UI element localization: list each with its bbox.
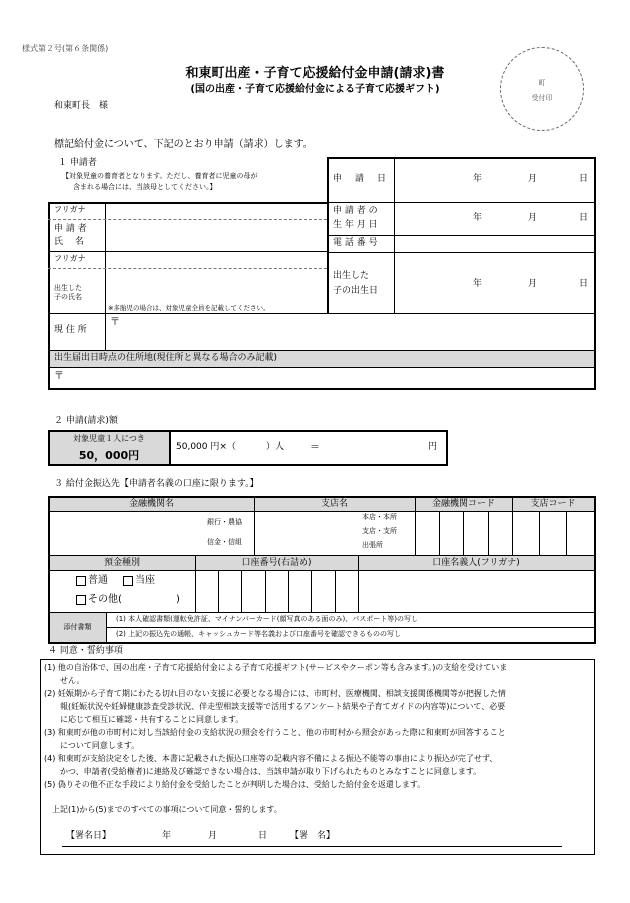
postal-mark: 〒 (110, 317, 120, 328)
equals-sign: ＝ (310, 442, 320, 453)
signature-year: 年 (162, 831, 172, 841)
stamp-label-reception: 受付印 (531, 94, 553, 102)
address-label: 現 住 所 (54, 325, 87, 335)
app-date-day: 日 (579, 174, 589, 184)
child-name-input[interactable] (108, 272, 324, 300)
address-input[interactable] (124, 330, 589, 346)
consent-agreement: 上記(1)から(5)までのすべての事項について同意・誓約します。 (52, 805, 282, 814)
child-birthdate-month: 月 (528, 279, 538, 289)
consent-line-8: (4) 和東町が支給決定をした後、本書に記載された振込口座等の記載内容不備による振込不能等の事由により振込が完了せず、 (44, 754, 498, 763)
applicant-name-label-2: 氏 名 (54, 237, 84, 247)
attachments-label: 添付書類 (63, 623, 92, 631)
bank-name-header: 金融機関名 (128, 499, 174, 509)
bank-code-digit-1[interactable] (417, 516, 437, 550)
option-ordinary-label: 普通 (88, 575, 108, 586)
phone-label: 電 話 番 号 (333, 238, 378, 248)
checkbox-other[interactable] (76, 595, 86, 605)
per-child-label: 対象児童１人につき (73, 434, 145, 443)
total-yen-label: 円 (428, 442, 438, 452)
section-4-heading: ４ 同意・誓約事項 (48, 646, 123, 656)
section-3-heading: ３ 給付金振込先【申請者名義の口座に限ります。】 (54, 479, 259, 489)
checkbox-ordinary[interactable] (76, 576, 86, 586)
multiple-birth-note: ※多胎児の場合は、対象児童全員を記載してください。 (108, 304, 270, 312)
child-birthdate-day: 日 (579, 279, 589, 289)
birth-address-label: 出生届出日時点の住所地(現住所と異なる場合のみ記載) (54, 353, 278, 363)
child-birthdate-label-1: 出生した (333, 271, 370, 281)
stamp-label-town: 町 (538, 79, 546, 87)
consent-line-9: かつ、申請者(受給権者)に連絡及び確認できない場合は、当該申請が取り下げられたものとみなすことに同意します。 (44, 767, 482, 776)
postal-mark-birth: 〒 (54, 371, 64, 382)
applicant-note-1: 【対象児童の養育者となります。ただし、養育者に児童の母が (62, 172, 258, 180)
branch-code-digit-2[interactable] (541, 516, 564, 550)
signature-label: 【署 名】 (290, 831, 336, 841)
child-furigana-input[interactable] (108, 254, 324, 266)
bank-code-digit-3[interactable] (465, 516, 486, 550)
child-birthdate-label-2: 子の出生日 (333, 286, 379, 296)
account-digit-4[interactable] (267, 578, 286, 606)
child-birthdate-year: 年 (473, 279, 483, 289)
form-number: 様式第２号(第６条関係) (22, 44, 109, 53)
applicant-note-2: 含まれる場合には、当該母としてください。】 (73, 183, 217, 191)
signature-date-label: 【署名日】 (66, 831, 112, 841)
unit-amount: 50，000円 (78, 449, 140, 462)
consent-line-2: せん。 (44, 676, 85, 685)
applicant-name-input[interactable] (108, 223, 324, 247)
page-title: 和東町出産・子育て応援給付金申請(請求)書 (185, 66, 445, 81)
option-other-label: その他( (88, 594, 122, 605)
account-digit-1[interactable] (197, 578, 216, 606)
checkbox-current[interactable] (123, 576, 133, 586)
bank-name-input[interactable] (54, 516, 202, 550)
branch-type-options-3: 出張所 (362, 541, 383, 549)
option-current-label: 当座 (135, 575, 155, 586)
account-number-header: 口座番号(右詰め) (241, 558, 312, 568)
consent-line-6: (3) 和東町が他の市町村に対し当該給付金の支給状況の照会を行うこと、他の市町村から照会があった際に和東町が回答すること (44, 728, 506, 737)
app-date-year: 年 (473, 174, 483, 184)
bank-code-header: 金融機関コード (431, 499, 495, 509)
branch-name-header: 支店名 (320, 499, 348, 509)
consent-line-3: (2) 妊娠期から子育て期にわたる切れ目のない支援に必要となる場合には、市町村、医療機関、相談支援関係機関等が把握した情 (44, 689, 506, 698)
signature-month-input[interactable] (178, 830, 204, 843)
consent-line-1: (1) 他の自治体で、国の出産・子育て応援給付金による子育て応援ギフト(サービスやクーポン等も含みます。)の支給を受けていま (44, 663, 508, 672)
furigana-label-applicant: フリガナ (54, 205, 86, 214)
account-holder-header: 口座名義人(フリガナ) (432, 558, 520, 568)
birth-address-input[interactable] (68, 372, 588, 386)
birthdate-day: 日 (579, 213, 589, 223)
deposit-type-header: 預金種別 (103, 558, 140, 568)
addressee: 和東町長 様 (54, 101, 109, 111)
branch-code-header: 支店コード (530, 499, 576, 509)
branch-code-digit-3[interactable] (568, 516, 592, 550)
branch-type-options-1: 本店・本所 (362, 513, 397, 521)
application-date-label: 申 請 日 (333, 174, 389, 184)
birthdate-label-1: 申 請 者 の (333, 206, 378, 216)
amount-formula-start: 50,000 円×（ (176, 442, 236, 452)
bank-type-options-1: 銀行・農協 (207, 518, 242, 526)
applicant-furigana-input[interactable] (108, 205, 324, 217)
furigana-label-child: フリガナ (54, 254, 86, 263)
attachment-item-1: (1) 本人確認書類(運転免許証、マイナンバーカード(顔写真のある面のみ)、パスポート等)の写し (116, 615, 418, 623)
bank-code-digit-2[interactable] (441, 516, 461, 550)
other-deposit-type-input[interactable] (138, 594, 174, 606)
amount-formula-persons: ）人 (266, 442, 285, 452)
child-name-label-1: 出生した (54, 284, 82, 292)
account-holder-input[interactable] (362, 578, 590, 606)
branch-code-digit-1[interactable] (514, 516, 537, 550)
account-digit-5[interactable] (290, 578, 309, 606)
section-1-heading: １ 申請者 (58, 158, 97, 168)
signature-month: 月 (208, 831, 218, 841)
reception-stamp-area (500, 47, 584, 131)
section-2-heading: ２ 申請(請求)額 (54, 416, 118, 426)
branch-name-input[interactable] (258, 516, 358, 550)
signature-input[interactable] (342, 830, 562, 843)
app-date-month: 月 (528, 174, 538, 184)
account-digit-7[interactable] (337, 578, 356, 606)
birthdate-month: 月 (528, 213, 538, 223)
attachment-item-2: (2) 上記の振込先の通帳、キャッシュカード等名義および口座番号を確認できるものの写し (116, 630, 401, 638)
consent-line-10: (5) 偽りその他不正な手段により給付金を受給したことが判明した場合は、受給した給付金を返還します。 (44, 780, 426, 789)
account-digit-3[interactable] (243, 578, 263, 606)
branch-type-options-2: 支店・支所 (362, 527, 397, 535)
total-amount-input[interactable] (330, 441, 422, 454)
page-subtitle: (国の出産・子育て応援給付金による子育て応援ギフト) (190, 84, 440, 95)
intro-text: 標記給付金について、下記のとおり申請（請求）します。 (54, 139, 313, 150)
consent-line-7: について同意します。 (44, 741, 140, 750)
bank-type-options-2: 信金・信組 (207, 538, 242, 546)
child-name-label-2: 子の氏名 (54, 293, 82, 301)
signature-day-input[interactable] (226, 830, 254, 843)
consent-line-4: 報(妊娠状況や妊婦健康診査受診状況、伴走型相談支援等で活用するアンケート結果や子育てガイドの内容等)について、必要 (44, 702, 506, 711)
account-digit-2[interactable] (220, 578, 239, 606)
option-other-close: ) (176, 594, 180, 605)
signature-year-input[interactable] (126, 830, 156, 843)
birthdate-year: 年 (473, 213, 483, 223)
birthdate-label-2: 生 年 月 日 (333, 220, 378, 230)
phone-input[interactable] (398, 238, 590, 250)
signature-day: 日 (258, 831, 268, 841)
child-count-input[interactable] (246, 441, 266, 454)
bank-code-digit-4[interactable] (490, 516, 510, 550)
consent-line-5: に応じて相互に確認・共有することに同意します。 (44, 715, 244, 724)
account-digit-6[interactable] (313, 578, 333, 606)
applicant-name-label-1: 申 請 者 (54, 224, 87, 234)
